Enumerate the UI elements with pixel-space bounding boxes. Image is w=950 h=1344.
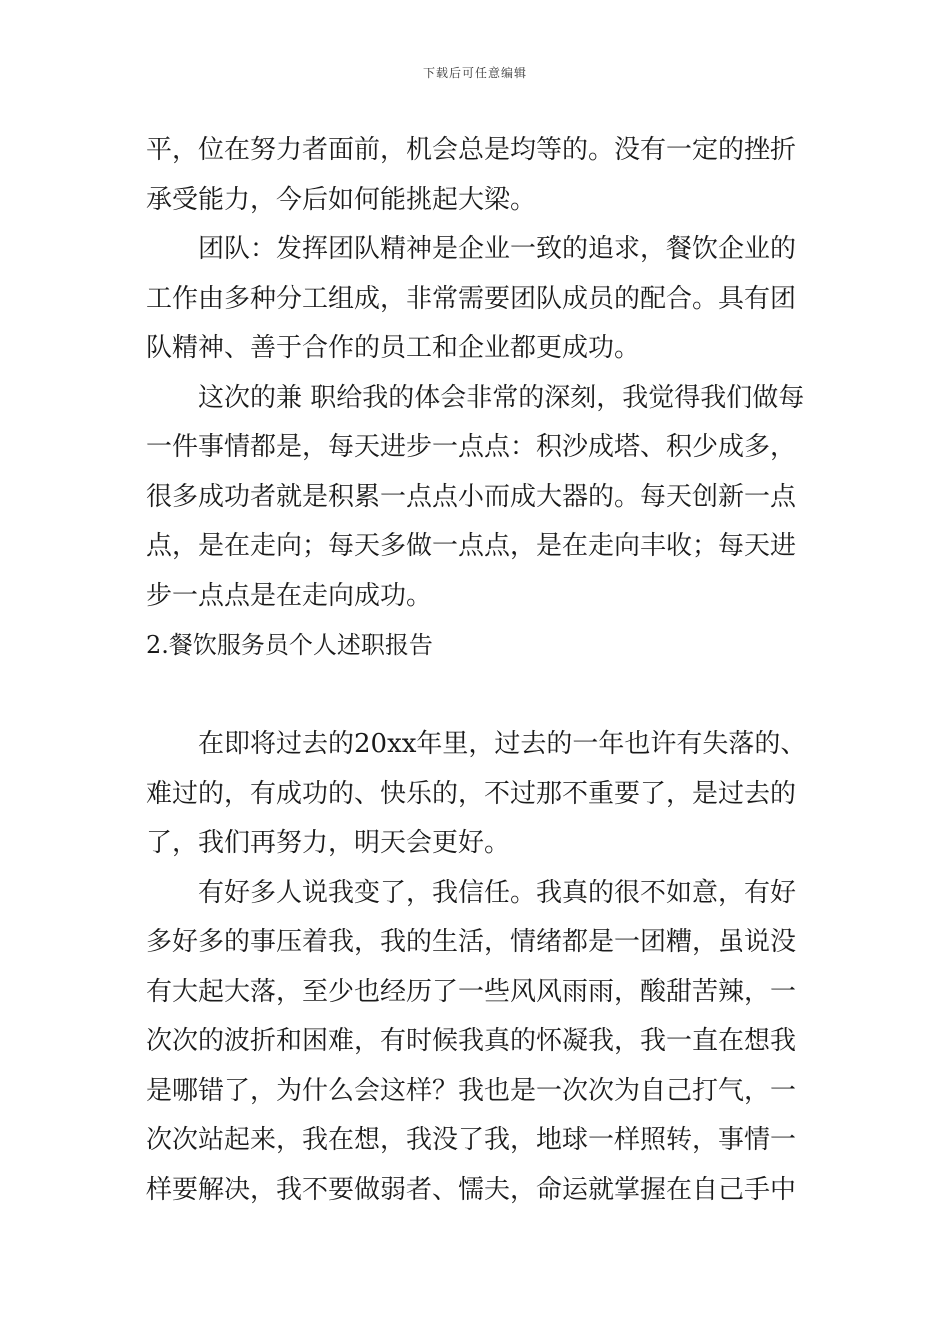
blank-line: [146, 671, 806, 721]
paragraph-line: 这次的兼 职给我的体会非常的深刻，我觉得我们做每: [198, 382, 805, 413]
paragraph-line: 在即将过去的20xx年里，过去的一年也许有失落的、: [198, 729, 806, 759]
paragraph-line: 难过的，有成功的、快乐的，不过那不重要了，是过去的: [146, 778, 797, 809]
page-header: 下载后可任意编辑: [422, 66, 527, 80]
paragraph-line: 是哪错了，为什么会这样？我也是一次次为自己打气，一: [146, 1075, 797, 1106]
paragraph-line: 次次站起来，我在想，我没了我，地球一样照转，事情一: [146, 1125, 797, 1155]
paragraph-line: 工作由多种分工组成，非常需要团队成员的配合。具有团: [146, 283, 797, 314]
paragraph-line: 样要解决，我不要做弱者、懦夫，命运就掌握在自己手中: [146, 1174, 797, 1205]
paragraph-line: 点，是在走向；每天多做一点点，是在走向丰收；每天进: [146, 531, 797, 561]
paragraph-line: 一件事情都是，每天进步一点点：积沙成塔、积少成多，: [146, 432, 797, 462]
paragraph-line: 平，位在努力者面前，机会总是均等的。没有一定的挫折: [146, 135, 797, 165]
paragraph-line: 多好多的事压着我，我的生活，情绪都是一团糟，虽说没: [146, 927, 797, 957]
paragraph-line: 次次的波折和困难，有时候我真的怀凝我，我一直在想我: [146, 1026, 797, 1056]
paragraph-line: 很多成功者就是积累一点点小而成大器的。每天创新一点: [146, 481, 797, 512]
paragraph-line: 队精神、善于合作的员工和企业都更成功。: [146, 333, 641, 363]
paragraph-line: 了，我们再努力，明天会更好。: [146, 828, 511, 858]
paragraph-line: 有大起大落，至少也经历了一些风风雨雨，酸甜苦辣，一: [146, 976, 797, 1007]
paragraph-line: 有好多人说我变了，我信任。我真的很不如意，有好: [198, 877, 797, 908]
paragraph-line: 团队：发挥团队精神是企业一致的追求，餐饮企业的: [198, 234, 797, 264]
paragraph-line: 承受能力，今后如何能挑起大梁。: [146, 184, 537, 215]
document-body: [146, 126, 806, 1215]
paragraph-line: 步一点点是在走向成功。: [146, 580, 433, 611]
section-heading: 2.餐饮服务员个人述职报告: [146, 631, 433, 659]
